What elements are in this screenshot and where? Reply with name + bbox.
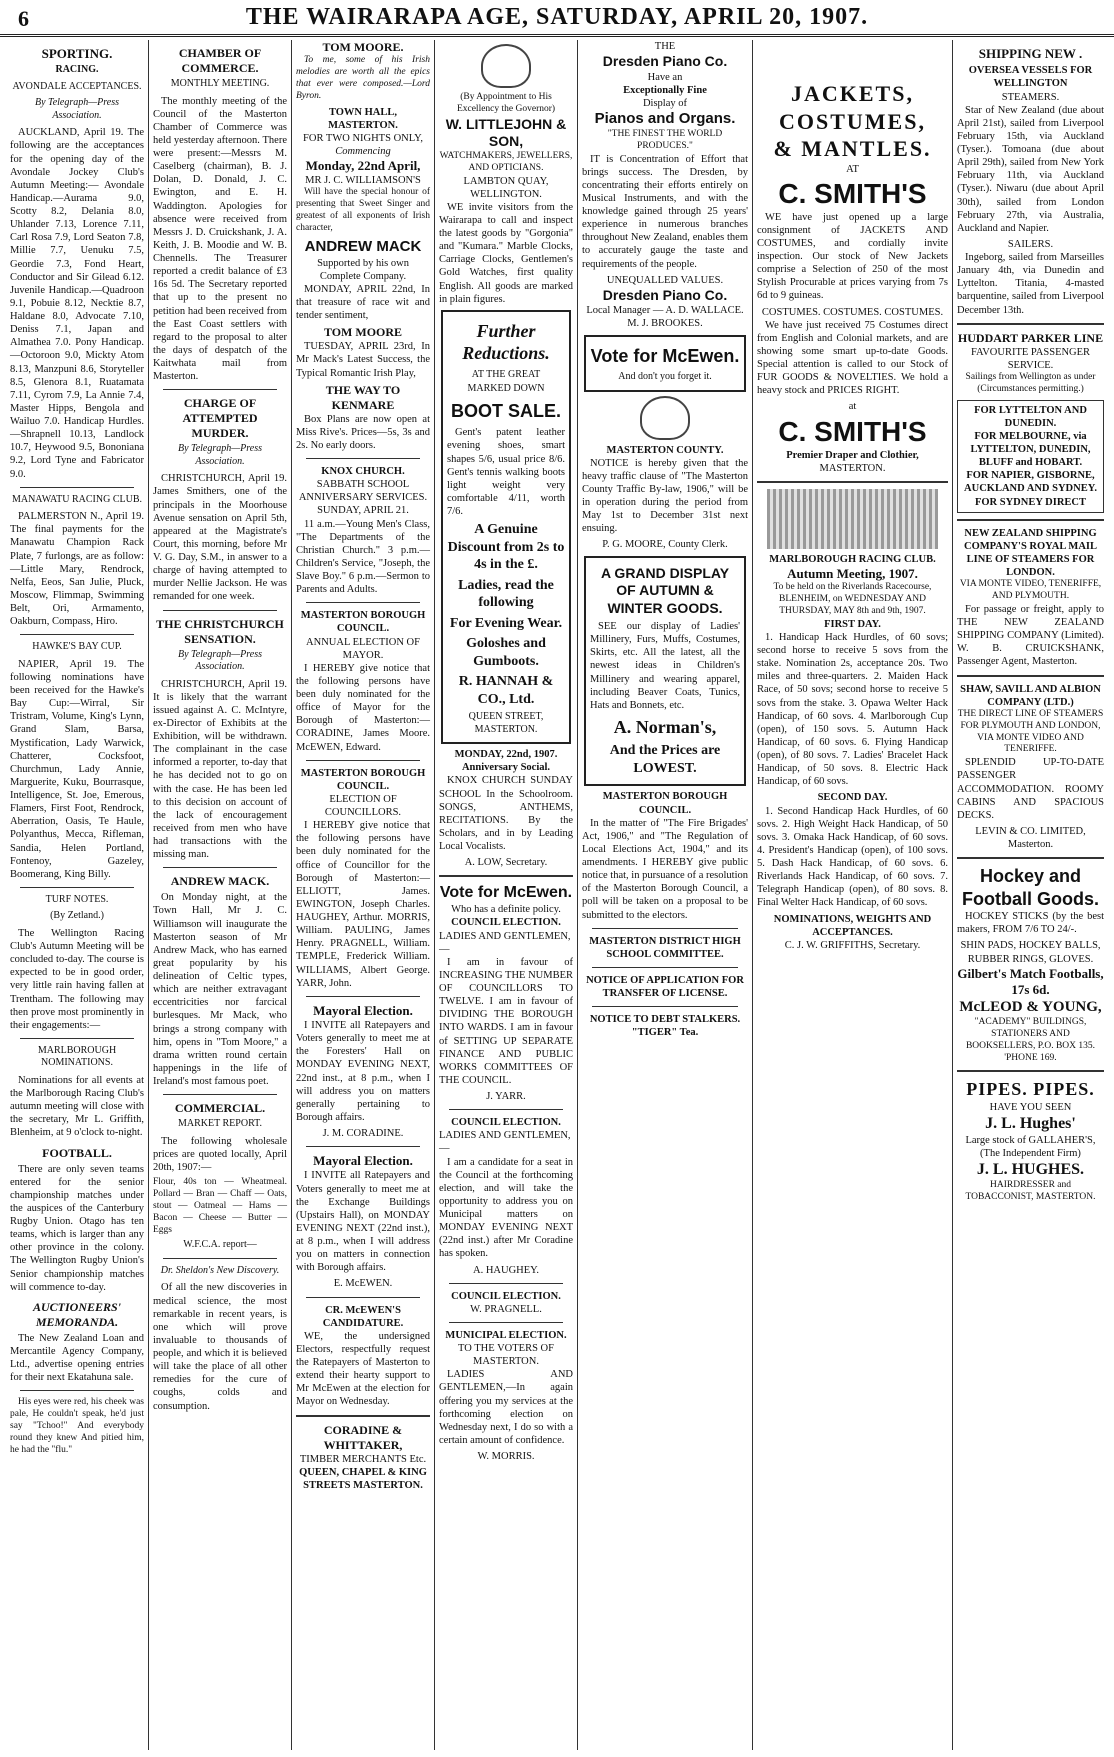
ad-line: TOM MOORE (323, 325, 403, 340)
divider (306, 1146, 420, 1147)
masthead (0, 0, 1114, 37)
subheading: RACING. (55, 64, 99, 76)
divider (306, 1297, 420, 1298)
article-body: AUCKLAND, April 19. The following are the acceptances for the opening day of the Avondale Jockey Club's Autumn Meeting:— Avondale Handicap.—Aurama 9.0, Scotty 8.2, Delania 8.0, Uhlander 7.13, Lorence 7.11, Carl Rosa 7.9, Lord Seaton 7.8, Millie 7.7, Uenuku 7.5, Geordie 7.3, Fond Heart, Conductor and Sir Gilead 6.12. Juvenile Handicap.—Quadroon 9.1, Pobuie 8.12, Necktie 8.7, Haldane 8.0, Advocate 7.10, Deniss 7.1, Japan and Almathea 7.0. Pony Handicap.—Octoroon 9.0, Mickty Atom 8.13, Manzpuni 8.6, Storyteller 8.5, Glenora 8.1, Ruatamata 7.11, Cyrom 7.9, La Annie 7.4, Master Hipps, Bengola and Wailuo 7.0. Handicap Hurdles.—Shrapnell 10.13, Landlock 10.7, Heywood 9.5, Bononiana 9.2, Lord Tyne and Fabricator 9.0. (10, 127, 144, 480)
divider (296, 1415, 430, 1417)
ad-heading: CR. McEWEN'S CANDIDATURE. (322, 1304, 404, 1329)
ad-body: I HEREBY give notice that the following persons have been duly nominated for the office of Councillor for the Borough of Masterton:— ELLIOTT, James. EWINGTON, Joseph Charles. HAUGHEY, Arthur. MORRIS, William. PAULING, James Henry. PRAGNELL, William. TEMPLE, Frederick William. WILLIAMS, Albert George. YARR, John. (296, 820, 430, 989)
divider (306, 602, 420, 603)
ad-heading: PIPES. PIPES. (966, 1079, 1095, 1100)
ad-line: R. HANNAH & CO., Ltd. (458, 674, 554, 707)
subheading: MONTHLY MEETING. (170, 78, 270, 89)
ad-heading: MASTERTON COUNTY. (606, 444, 724, 456)
ad-line: LADIES AND GENTLEMEN,— (439, 1130, 571, 1155)
article-heading: HAWKE'S BAY CUP. (32, 641, 122, 653)
ad-line: THE (654, 41, 676, 52)
divider (957, 323, 1104, 325)
ad-line: Exceptionally Fine (623, 84, 707, 96)
ad-body: TUESDAY, APRIL 23rd, In Mr Mack's Latest Success, the Typical Romantic Irish Play, (296, 341, 430, 379)
ad-signature: A. LOW, Secretary. (464, 857, 548, 869)
column-notices (292, 40, 435, 1750)
divider (957, 519, 1104, 521)
ad-line: Large stock of GALLAHER'S, (The Independent Firm) (965, 1135, 1096, 1160)
column-sporting (6, 40, 149, 1750)
ad-line: MARKED DOWN (467, 383, 545, 395)
ad-body: Star of New Zealand (due about April 21st), sailed from Liverpool February 15th, via Auckland (Tyser.). Tomoana (due about April 29th), sailed from New York February 11th, via Auckland (Tyser.). Niwaru (due about April 30th), sailed from London February 27th, via Australia, Auckland and Napier. (957, 104, 1104, 234)
ad-body: SPLENDID UP-TO-DATE PASSENGER ACCOMMODATION. ROOMY CABINS AND SPACIOUS DECKS. (957, 757, 1104, 821)
ad-heading: Dresden Piano Co. (602, 286, 728, 303)
ad-line: For Evening Wear. (449, 615, 563, 631)
ad-heading: MASTERTON DISTRICT HIGH SCHOOL COMMITTEE. (589, 935, 741, 960)
article-heading: CHAMBER OF COMMERCE. (178, 46, 262, 75)
subheading: MARKET REPORT. (177, 1118, 263, 1130)
byline: By Telegraph—Press Association. (178, 648, 262, 672)
article-heading: Dr. Sheldon's New Discovery. (160, 1264, 280, 1276)
ad-body: KNOX CHURCH SUNDAY SCHOOL In the Schoolroom. SONGS, ANTHEMS, RECITATIONS. By the Scholars, and in by Leading Local Vocalists. (439, 775, 573, 852)
ad-line: To be held on the Riverlands Racecourse, BLENHEIM, on WEDNESDAY AND THURSDAY, MAY 8th and 9th, 1907. (773, 582, 932, 616)
ad-signature: J. M. CORADINE. (322, 1128, 404, 1139)
divider (20, 1038, 134, 1039)
newspaper-title: THE WAIRARAPA AGE, SATURDAY, APRIL 20, 1907. (245, 4, 869, 30)
table-heading: FOR SYDNEY DIRECT (974, 496, 1087, 508)
ad-line: Display of (642, 97, 688, 109)
ad-heading: A. Norman's, (613, 716, 717, 737)
ad-heading: JACKETS, (791, 81, 914, 106)
ad-heading: COSTUMES, (779, 108, 926, 134)
article-heading: AVONDALE ACCEPTANCES. (12, 80, 142, 92)
ad-body: Will have the special honour of presenting that Sweet Singer and greatest of all exponents of Irish character, (296, 187, 430, 233)
divider (449, 1322, 563, 1323)
article-body: Nominations for all events at the Marlborough Racing Club's autumn meeting will close with the secretary, Mr L. Griffith, Blenheim, at 9 o'clock to-night. (10, 1074, 144, 1139)
ad-heading: NOTICE TO DEBT STALKERS. (589, 1014, 741, 1026)
article-heading: AUCTIONEERS' MEMORANDA. (32, 1299, 122, 1329)
column-ads-2 (578, 40, 753, 1750)
ad-body: 11 a.m.—Young Men's Class, "The Departments of the Christian Church." 3 p.m.—Children's Service, "Joseph, the Slave Boy." 6 p.m.—Sermon to Parents and Adults. (296, 518, 430, 596)
divider (439, 875, 573, 877)
ad-line: Supported by his own Complete Company. (317, 257, 409, 282)
ad-heading: Dresden Piano Co. (602, 53, 728, 70)
ad-line: Ladies, read the following (458, 577, 554, 611)
ad-body: IT is Concentration of Effort that brings success. The Dresden, by concentrating their efforts entirely on Musical Instruments, and with the knowledge gained through 25 years' experience in numerous branches throughout New Zealand, enables them to accurately gauge the taste and requirements of the people. (582, 153, 748, 270)
divider (592, 967, 738, 968)
divider (20, 887, 134, 888)
ad-heading: COUNCIL ELECTION. (451, 917, 561, 929)
divider (957, 675, 1104, 677)
ad-signature: P. G. MOORE, County Clerk. (602, 539, 728, 551)
ad-line: LADIES AND GENTLEMEN,— (439, 930, 571, 955)
ad-line: STEAMERS. (1001, 91, 1060, 103)
ad-body: We have just received 75 Costumes direct from English and Colonial markets, and are showing some smart up-to-date Goods. Special attention is called to our Stock of FUR GOODS & NOVELTIES. We hold a heavy stock and PRICES RIGHT. (757, 319, 948, 397)
ad-body: WE invite visitors from the Wairarapa to call and inspect the latest goods by "Gorgonia" and "Kumara." Marble Clocks, Carriage Clocks, Gentlemen's Gold Watches, first quality English. All goods are marked in plain figures. (439, 201, 573, 305)
ad-body: HOCKEY STICKS (by the best makers, FROM 7/6 TO 24/-. (957, 911, 1104, 936)
ad-body: LADIES AND GENTLEMEN,—In again offering you my services at the forthcoming election on Wednesday next, I do so with a certain amount of confidence. (439, 1369, 573, 1446)
ad-line: "THE FINEST THE WORLD PRODUCES." (607, 128, 723, 151)
divider (306, 760, 420, 761)
article-body: The New Zealand Loan and Mercantile Agency Company, Ltd., advertise opening entries for their next Ekatahuna sale. (10, 1332, 144, 1384)
ad-body: I HEREBY give notice that the following persons have been duly nominated for the office of Mayor for the Borough of Masterton:— CORADINE, James Moore. McEWEN, Edward. (296, 662, 430, 753)
ad-line: (By Appointment to His Excellency the Governor) (456, 92, 556, 114)
ad-heading: COUNCIL ELECTION. (451, 1117, 561, 1129)
ad-line: FOR TWO NIGHTS ONLY, (303, 132, 423, 144)
ad-heading: C. SMITH'S (778, 415, 927, 447)
ad-heading: C. SMITH'S (778, 177, 927, 209)
ad-line: AT (846, 163, 859, 175)
ad-line: WATCHMAKERS, JEWELLERS, AND OPTICIANS. (439, 150, 573, 173)
ad-heading: NOTICE OF APPLICATION FOR TRANSFER OF LICENSE. (586, 974, 744, 999)
ad-line: SAILERS. (1007, 238, 1054, 250)
divider (163, 867, 277, 868)
ad-heading: J. L. HUGHES. (976, 1161, 1085, 1179)
ad-signature: J. YARR. (486, 1091, 526, 1102)
ad-line: Local Manager — A. D. WALLACE. (586, 305, 744, 317)
ad-body: NOTICE is hereby given that the heavy traffic clause of "The Masterton County Traffic By-law, 1906," will be in operation during the period from May 1st to December 31st next ensuing. (582, 457, 748, 535)
ad-heading: FIRST DAY. (824, 618, 881, 630)
ad-body: Ingeborg, sailed from Marseilles January 4th, via Dunedin and Lyttelton. Titania, 4-masted barquentine, sailed from Liverpool December 13th. (957, 252, 1104, 316)
ad-star-name: ANDREW MACK (304, 237, 422, 255)
ad-line: QUEEN, CHAPEL & KING STREETS MASTERTON. (299, 1466, 427, 1491)
ad-line: UNEQUALLED VALUES. (606, 274, 724, 286)
racing-horses-illustration (767, 489, 939, 549)
sailing-table (957, 400, 1104, 513)
ad-line: MASTERTON. (819, 462, 886, 474)
vote-ad (584, 335, 746, 392)
ad-line: ELECTION OF COUNCILLORS. (324, 793, 402, 818)
divider (449, 1109, 563, 1110)
article-heading: ANDREW MACK. (170, 874, 270, 889)
ad-line: THE WAY TO KENMARE (325, 382, 401, 412)
ad-line: "ACADEMY" BUILDINGS, STATIONERS AND BOOKSELLERS, P.O. BOX 135. 'PHONE 169. (965, 1016, 1096, 1063)
ad-heading: MUNICIPAL ELECTION. (445, 1329, 567, 1341)
royal-crest-icon (481, 44, 531, 88)
ad-heading: Vote for McEwen. (439, 884, 573, 902)
ad-line: HAVE YOU SEEN (989, 1101, 1072, 1113)
ad-body: For passage or freight, apply to THE NEW ZEALAND SHIPPING COMPANY (Limited). W. B. CRUICKSHANK, Passenger Agent, Masterton. (957, 603, 1104, 668)
article-heading: CHARGE OF ATTEMPTED MURDER. (182, 396, 258, 441)
quote: To me, some of his Irish melodies are worth all the epics that ever were composed.—Lord Byron. (296, 55, 430, 101)
byline: By Telegraph—Press Association. (178, 443, 262, 467)
article-body: NAPIER, April 19. The following nominations have been received for the Hawke's Bay Cup:—Wirral, Sir Tristram, Volume, King's Lynn, Grand Slam, Barsa, Mystification, Lady Warwick, Chatterer, Cocksfoot, Churchmun, Lady Annie, Marguerite, Kuku, Bourrasque, Intelligence, St. Joe, Emerous, Flamers, First Foot, Rendrock, Aberration, Oasis, Te Haule, Polyanthus, Mecca, Rifleman, Sandia, Helen Portland, Fontenoy, Gazeley, Boomerang, King Billy. (10, 658, 144, 880)
ad-line: FAVOURITE PASSENGER SERVICE. (970, 346, 1091, 371)
price-table: Flour, 40s ton — Wheatmeal. Pollard — Bran — Chaff — Oats, stout — Oatmeal — Hams — Bacon — Cheese — Butter — Eggs (153, 1177, 287, 1235)
ad-body: I am a candidate for a seat in the Council at the forthcoming election, and will take the opportunity to address you on Municipal matters on MONDAY EVENING NEXT (22nd inst.) after Mr Coradine has spoken. (439, 1156, 573, 1260)
ad-line: Commencing (335, 145, 391, 157)
ad-heading: SECOND DAY. (817, 792, 888, 804)
section-heading: SHIPPING NEW . (978, 46, 1083, 61)
ad-signature: W. MORRIS. (477, 1451, 535, 1462)
ad-heading: Mayoral Election. (313, 1002, 413, 1018)
ad-line: Premier Draper and Clothier, (786, 449, 919, 461)
ad-line: "TIGER" Tea. (631, 1027, 699, 1039)
ad-line: COSTUMES. COSTUMES. COSTUMES. (761, 306, 944, 318)
table-heading: FOR LYTTELTON AND DUNEDIN. (974, 404, 1087, 429)
ad-line: AT THE GREAT (471, 368, 541, 380)
ad-heading: NOMINATIONS, WEIGHTS AND ACCEPTANCES. (773, 913, 932, 938)
divider (163, 1094, 277, 1095)
ad-line: MR J. C. WILLIAMSON'S (305, 175, 421, 187)
ad-heading: Autumn Meeting, 1907. (787, 565, 918, 581)
table-heading: FOR MELBOURNE, via LYTTELTON, DUNEDIN, BLUFF and HOBART. (970, 430, 1091, 469)
ad-heading: TOWN HALL, MASTERTON. (328, 106, 398, 131)
divider (449, 1283, 563, 1284)
article-body: There are only seven teams entered for the senior championship matches under the auspices of the Canterbury Rugby Union. Otago has ten teams, which is larger than any other province in the colony. The Wellington Rugby Union's Senior championship matches will commence to-day. (10, 1163, 144, 1293)
divider (20, 1390, 134, 1391)
ad-body: MONDAY, APRIL 22nd, In that treasure of race wit and tender sentiment, (296, 283, 430, 322)
ad-line: THE DIRECT LINE OF STEAMERS FOR PLYMOUTH AND LONDON, VIA MONTE VIDEO AND TENERIFFE. (957, 708, 1104, 755)
divider (20, 634, 134, 635)
ad-line: VIA MONTE VIDEO, TENERIFFE, AND PLYMOUTH. (959, 579, 1102, 601)
ad-line: ANNUAL ELECTION OF MAYOR. (306, 636, 420, 661)
ad-line: SHIN PADS, HOCKEY BALLS, RUBBER RINGS, GLOVES. (960, 940, 1101, 965)
ad-line: QUEEN STREET, MASTERTON. (468, 711, 544, 735)
ad-heading: NEW ZEALAND SHIPPING COMPANY'S ROYAL MAIL LINE OF STEAMERS FOR LONDON. (963, 527, 1097, 578)
ad-heading: & MANTLES. (773, 136, 932, 161)
ad-heading: OVERSEA VESSELS FOR WELLINGTON (968, 65, 1093, 90)
divider (163, 1258, 277, 1259)
column-ads-1 (435, 40, 578, 1750)
ad-heading: Pianos and Organs. (594, 110, 736, 127)
article-heading: FOOTBALL. (42, 1145, 112, 1160)
ad-heading: W. LITTLEJOHN & SON, (445, 115, 567, 150)
divider (957, 1070, 1104, 1072)
ad-body: 1. Second Handicap Hack Hurdles, of 60 sovs. 2. High Weight Hack Handicap, of 50 sovs. 3. Omaka Hack Handicap, of 60 sovs. 4. President's Handicap (open), of 100 sovs. 5. Dash Hack Handicap, of 60 sovs. 6. Riverlands Hack Handicap, of 60 sovs. 7. Telegraph Handicap (open), of 80 sovs. 8. Final Welter Hack Handicap, of 60 sovs. (757, 805, 948, 909)
columns (6, 40, 1108, 1750)
article-body: The Wellington Racing Club's Autumn Meeting will be concluded to-day. The course is expected to be in good order, very little rain having fallen at Trentham. The following may then prove most prominently in their engagements:— (10, 927, 144, 1031)
ad-signature: C. J. W. GRIFFITHS, Secretary. (784, 939, 921, 951)
ad-heading: MASTERTON BOROUGH COUNCIL. (300, 767, 426, 792)
ad-signature: E. McEWEN. (333, 1278, 393, 1290)
ad-signature: LEVIN & CO. LIMITED, Masterton. (975, 825, 1086, 850)
article-body: Of all the new discoveries in medical science, the most remarkable in recent years, is one which will prove invaluable to thousands of people, and which it is believed will take the place of all other remedies for the cure of coughs, colds and consumption. (153, 1282, 287, 1412)
ad-heading: Mayoral Election. (313, 1153, 413, 1169)
divider (957, 857, 1104, 859)
divider (163, 389, 277, 390)
ad-signature: W. PRAGNELL. (470, 1303, 542, 1315)
ad-heading: HUDDART PARKER LINE (957, 330, 1104, 345)
ad-body: Box Plans are now open at Miss Rive's. Prices—5s, 3s and 2s. No early doors. (296, 413, 430, 451)
ad-line: HAIRDRESSER and TOBACCONIST, MASTERTON. (965, 1180, 1096, 1203)
column-commerce (149, 40, 292, 1750)
section-heading: SPORTING. (41, 46, 113, 61)
ad-heading: BOOT SALE. (450, 400, 561, 421)
divider (20, 487, 134, 488)
ad-line: TIMBER MERCHANTS Etc. (299, 1453, 427, 1465)
ad-heading: KNOX CHURCH. (321, 466, 405, 477)
autumn-display-ad (584, 556, 746, 787)
ad-line: Goloshes and Gumboots. (466, 636, 546, 669)
article-body: CHRISTCHURCH, April 19. James Smithers, one of the principals in the Moorhouse Avenue sensation on April 5th, appeared at the Magistrate's Court, this morning, before Mr V. G. Day, S.M., in answer to a charge of having attempted to murder Nellie Jackson. He was remanded for one week. (153, 473, 287, 603)
ad-heading: COUNCIL ELECTION. (451, 1290, 561, 1302)
ad-heading: McLEOD & YOUNG, (959, 999, 1102, 1016)
ad-heading: MASTERTON BOROUGH COUNCIL. (300, 610, 426, 635)
column-ads-3 (753, 40, 953, 1750)
ad-signature: A. HAUGHEY. (472, 1264, 539, 1276)
article-body: PALMERSTON N., April 19. The final payments for the Manawatu Champion Rack Plate, 7 furlongs, are as follow:—Little Mary, Rendrock, Nelfa, Eeos, San Julie, Pluck, Moscow, Flimmap, Swimming Belt, Ori, Armamento, Oakburn, Compass, Hiro. (10, 511, 144, 628)
article-heading: MARLBOROUGH NOMINATIONS. (37, 1044, 117, 1069)
ad-body: I INVITE all Ratepayers and Voters generally to meet me at the Foresters' Hall on MONDAY EVENING NEXT, 22nd inst., at 8 p.m., when I will address you on matters generally pertaining to Borough affairs. (296, 1020, 430, 1123)
ad-line: And the Prices are LOWEST. (609, 743, 721, 776)
article-heading: THE CHRISTCHURCH SENSATION. (156, 616, 284, 646)
byline: (By Zetland.) (50, 910, 104, 922)
ad-line: LAMBTON QUAY, WELLINGTON. (463, 175, 549, 200)
ad-body: Gent's patent leather evening shoes, smart shapes 5/6, usual price 8/6. Gent's tennis walking boots light weight very comfortable 4/11, worth 7/6. (447, 427, 565, 517)
ad-heading: SHAW, SAVILL AND ALBION COMPANY (LTD.) (960, 683, 1101, 708)
county-crest-icon (640, 396, 690, 440)
ad-line: at (848, 401, 857, 413)
page-number: 6 (18, 6, 29, 31)
ad-line: And don't you forget it. (618, 371, 712, 382)
ad-heading: MASTERTON BOROUGH COUNCIL. (602, 791, 728, 816)
ad-line: TO THE VOTERS OF MASTERTON. (458, 1343, 554, 1368)
article-body: CHRISTCHURCH, April 19. It is likely that the warrant issued against A. C. McIntyre, ex-Director of Exhibits at the Exhibition, will be withdrawn. The complainant in the case informed a reporter, to-day that he has decided not to go on with the case. He has been led to this decision on account of the lack of encouragement received from men who have had transactions with the missing man. (153, 678, 287, 861)
divider (592, 1006, 738, 1007)
subheading: W.F.C.A. report— (183, 1239, 257, 1251)
divider (306, 996, 420, 997)
verse: His eyes were red, his cheek was pale, He couldn't speak, he'd just say "Tchoo!" And everybody round they knew And pitied him, he had the "flu." (10, 1397, 144, 1455)
divider (163, 610, 277, 611)
ad-heading: MARLBOROUGH RACING CLUB. (769, 553, 936, 565)
ad-line: M. J. BROOKES. (627, 318, 703, 330)
ad-heading: Hockey and Football Goods. (962, 866, 1099, 909)
ad-heading: J. L. Hughes' (985, 1115, 1076, 1132)
ad-heading: Further Reductions. (462, 320, 550, 364)
divider (306, 458, 420, 459)
divider (757, 481, 948, 483)
ad-body: 1. Handicap Hack Hurdles, of 60 sovs; second horse to receive 5 sovs from the stake. Nomination 2s, acceptance 20s. Two miles and three-quarters. 2. Maiden Hack Race, of 50 sovs; second horse to receive 5 sovs from the stake. 3. Opawa Welter Hack Handicap, of 60 sovs. 4. Marlborough Cup (open), of 150 sovs. 5. Autumn Hack Handicap, of 60 sovs. 6. Flying Handicap (open), of 80 sovs. 7. Ladies' Bracelet Hack Handicap, of 50 sovs. 8. Electric Hack Handicap, of 60 sovs. (757, 631, 948, 788)
article-heading: COMMERCIAL. (174, 1101, 266, 1116)
byline: By Telegraph—Press Association. (35, 97, 119, 121)
ad-body: SEE our display of Ladies' Millinery, Furs, Muffs, Costumes, Skirts, etc. All the latest, all the newest ideas in Children's Millinery and wearing apparel, including Beaver Coats, Tunics, Hats and Bonnets, etc. (590, 621, 740, 711)
ad-line: Who has a definite policy. (451, 904, 561, 916)
ad-line: Have an (647, 71, 683, 83)
ad-line: Sailings from Wellington as under (Circumstances permitting.) (965, 371, 1096, 394)
ad-body: WE have just opened up a large consignment of JACKETS AND COSTUMES, and cordially invite inspection. Our stock of New Jackets comprise a Selection of 250 of the most Stylish Procurable at prices varying from 7s 6d to 9 guineas. (757, 211, 948, 302)
article-heading: TURF NOTES. (45, 893, 109, 905)
table-heading: FOR NAPIER, GISBORNE, AUCKLAND AND SYDNEY. (964, 470, 1097, 495)
ad-heading: CORADINE & WHITTAKER, (323, 1422, 403, 1452)
ad-body: In the matter of "The Fire Brigades' Act, 1906," and "The Regulation of Local Elections Act, 1904," and its amendments. I HEREBY give public notice that, in pursuance of a resolution of the Masterton Borough Council, a poll will be taken on a proposal to be submitted to the electors. (582, 817, 748, 921)
column-shipping (953, 40, 1108, 1750)
ad-body: WE, the undersigned Electors, respectfully request the Ratepayers of Masterton to extend their hearty support to Mr McEwen at the election for Mayor on Wednesday. (296, 1330, 430, 1408)
ad-heading: Gilbert's Match Footballs, 17s 6d. (957, 965, 1104, 997)
ad-line: Monday, 22nd April, (305, 158, 421, 173)
article-body: On Monday night, at the Town Hall, Mr J. C. Williamson will inaugurate the Masterton season of Mr Andrew Mack, who has earned great popularity by his delineation of Celtic types, which are neither extravagant eccentricities nor farcical burlesques. Mr Mack, who brings a strong company with him, opens in "Tom Moore," a drama written round certain happenings in the life of Ireland's most famous poet. (153, 892, 287, 1087)
article-body: The monthly meeting of the Council of the Masterton Chamber of Commerce was held yesterday afternoon. There were present:—Messrs M. Caselberg (chairman), B. J. Dolan, D. Donald, J. C. Ewington, and E. H. Waddington. Apologies for absence were received from Messrs J. D. Cruickshank, J. A. Keith, J. B. Moodie and W. B. Chennells. The Treasurer reported a credit balance of £3 16s 5d. The Secretary reported that up to the present no petition had been received from the East Coast settlers with regard to the proposal to alter the days of despatch of the Kaitwhata mail from Masterton. (153, 95, 287, 383)
divider (592, 928, 738, 929)
ad-heading: A GRAND DISPLAY OF AUTUMN & WINTER GOODS. (600, 564, 730, 616)
ad-line: A Genuine Discount from 2s to 4s in the £. (447, 522, 565, 573)
ad-heading: MONDAY, 22nd, 1907. Anniversary Social. (454, 749, 558, 774)
ad-heading: Vote for McEwen. (590, 345, 740, 366)
boot-sale-ad (441, 310, 571, 744)
ad-heading: TOM MOORE. (322, 40, 404, 54)
ad-body: I am in favour of INCREASING THE NUMBER OF COUNCILLORS TO TWELVE. I am in favour of DIVIDING THE BOROUGH INTO WARDS. I am in favour of SETTING UP SEPARATE FINANCE AND PUBLIC WORKS COMMITTEES OF THE COUNCIL. (439, 956, 573, 1086)
ad-body: I INVITE all Ratepayers and Voters generally to meet me at the Exchange Buildings (Upstairs Hall), on MONDAY EVENING NEXT (22nd inst.), at 8 p.m., when I will address you on matters in connection with Borough affairs. (296, 1170, 430, 1274)
article-body: The following wholesale prices are quoted locally, April 20th, 1907:— (153, 1135, 287, 1173)
ad-line: SABBATH SCHOOL ANNIVERSARY SERVICES. SUNDAY, APRIL 21. (298, 479, 428, 517)
article-heading: MANAWATU RACING CLUB. (11, 493, 143, 505)
